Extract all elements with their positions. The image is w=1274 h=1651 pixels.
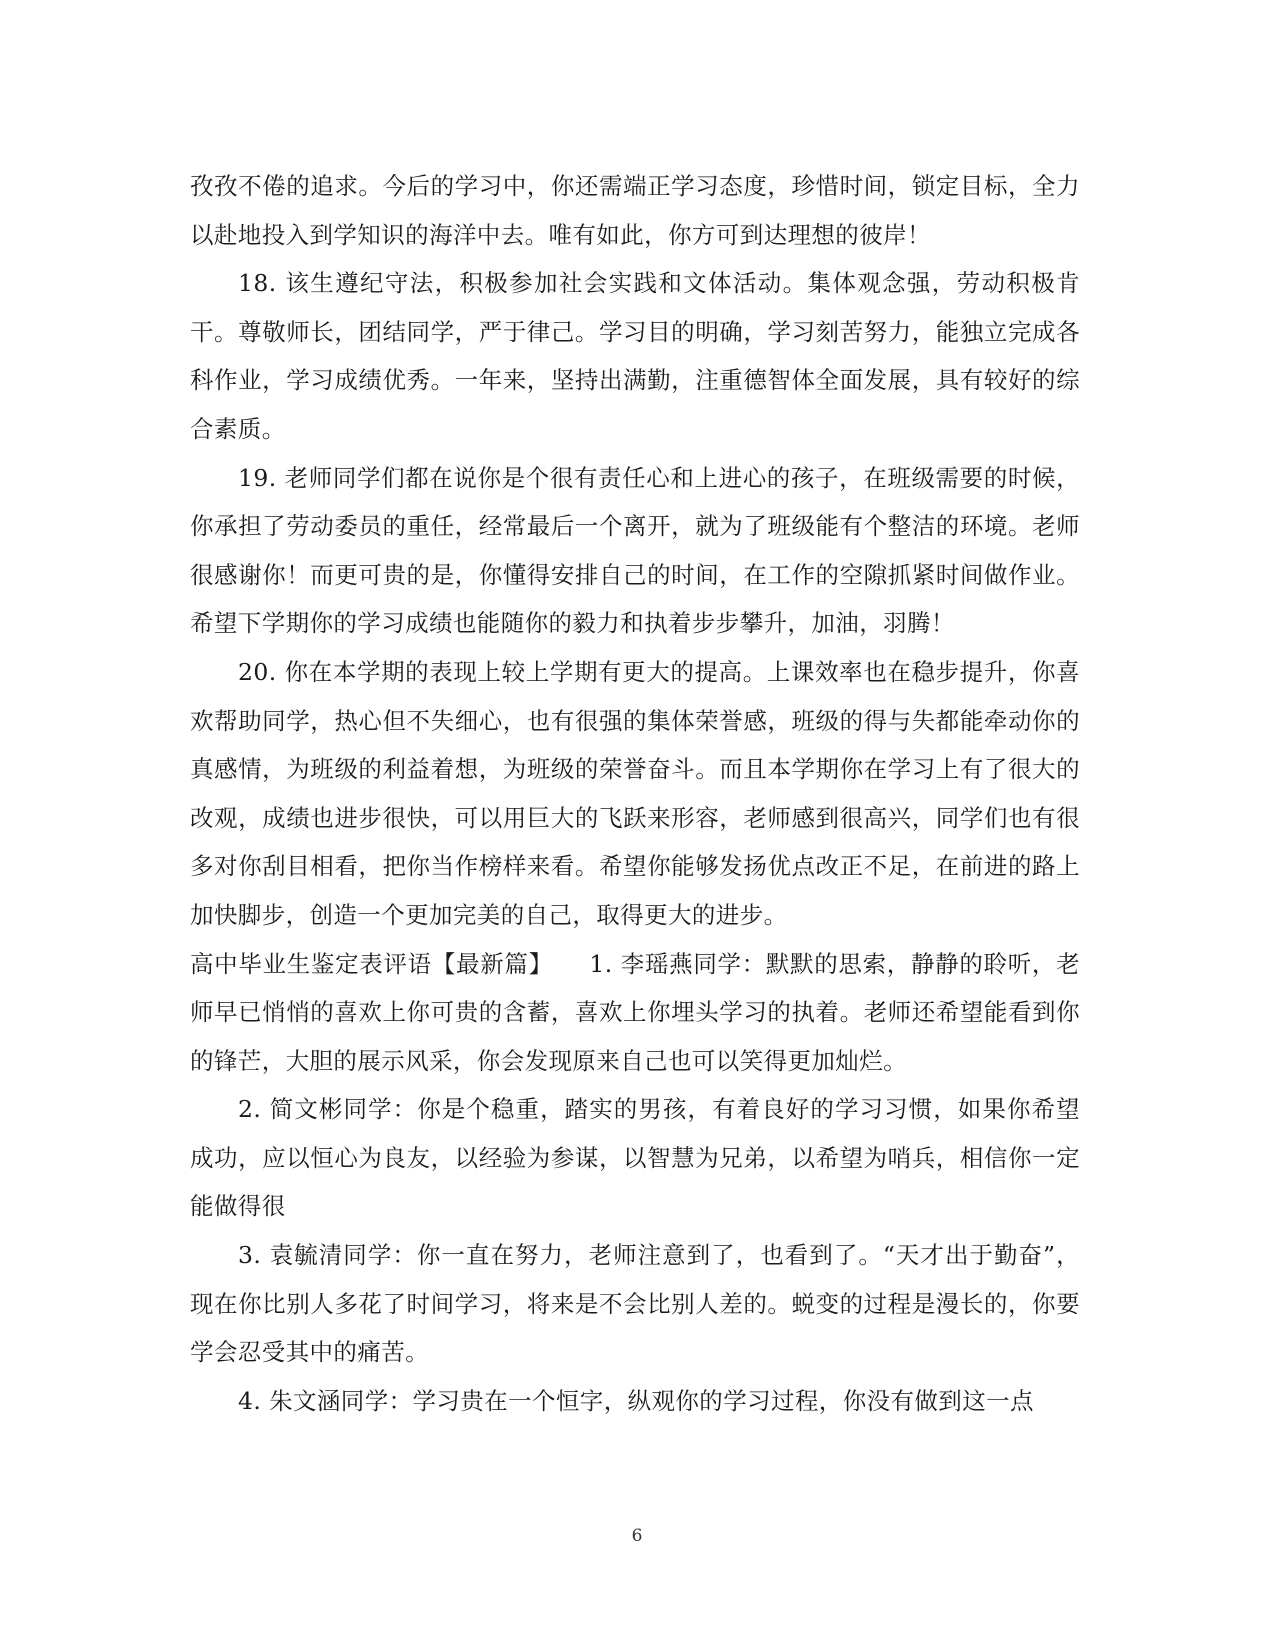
paragraph-item-3: 3. 袁毓清同学：你一直在努力，老师注意到了，也看到了。“天才出于勤奋”，现在你比别人多花了时间学习，将来是不会比别人差的。蜕变的过程是漫长的，你要学会忍受其中的痛苦。 bbox=[190, 1241, 1080, 1367]
body-text bbox=[190, 162, 1080, 1425]
paragraph-section-heading-item-1: 高中毕业生鉴定表评语【最新篇】 1. 李瑶燕同学：默默的思索，静静的聆听，老师早已悄悄的喜欢上你可贵的含蓄，喜欢上你埋头学习的执着。老师还希望能看到你的锋芒，大胆的展示风采，你会发现原来自己也可以笑得更加灿烂。 bbox=[190, 949, 1080, 1075]
page-number: 6 bbox=[631, 1526, 643, 1546]
paragraph-item-2: 2. 简文彬同学：你是个稳重，踏实的男孩，有着良好的学习习惯，如果你希望成功，应以恒心为良友，以经验为参谋，以智慧为兄弟，以希望为哨兵，相信你一定能做得很 bbox=[190, 1095, 1080, 1221]
paragraph-continuation: 孜孜不倦的追求。今后的学习中，你还需端正学习态度，珍惜时间，锁定目标，全力以赴地投入到学知识的海洋中去。唯有如此，你方可到达理想的彼岸！ bbox=[190, 172, 1080, 249]
paragraph-item-20: 20. 你在本学期的表现上较上学期有更大的提高。上课效率也在稳步提升，你喜欢帮助同学，热心但不失细心，也有很强的集体荣誉感，班级的得与失都能牵动你的真感情，为班级的利益着想，为班级的荣誉奋斗。而且本学期你在学习上有了很大的改观，成绩也进步很快，可以用巨大的飞跃来形容，老师感到很高兴，同学们也有很多对你刮目相看，把你当作榜样来看。希望你能够发扬优点改正不足，在前进的路上加快脚步，创造一个更加完美的自己，取得更大的进步。 bbox=[190, 657, 1080, 929]
paragraph-item-4: 4. 朱文涵同学：学习贵在一个恒字，纵观你的学习过程，你没有做到这一点 bbox=[238, 1386, 1034, 1415]
paragraph-item-19: 19. 老师同学们都在说你是个很有责任心和上进心的孩子，在班级需要的时候，你承担了劳动委员的重任，经常最后一个离开，就为了班级能有个整洁的环境。老师很感谢你！而更可贵的是，你懂得安排自己的时间，在工作的空隙抓紧时间做作业。希望下学期你的学习成绩也能随你的毅力和执着步步攀升，加油，羽腾！ bbox=[190, 463, 1080, 638]
paragraph-item-18: 18. 该生遵纪守法，积极参加社会实践和文体活动。集体观念强，劳动积极肯干。尊敬师长，团结同学，严于律己。学习目的明确，学习刻苦努力，能独立完成各科作业，学习成绩优秀。一年来，坚持出满勤，注重德智体全面发展，具有较好的综合素质。 bbox=[190, 269, 1080, 443]
